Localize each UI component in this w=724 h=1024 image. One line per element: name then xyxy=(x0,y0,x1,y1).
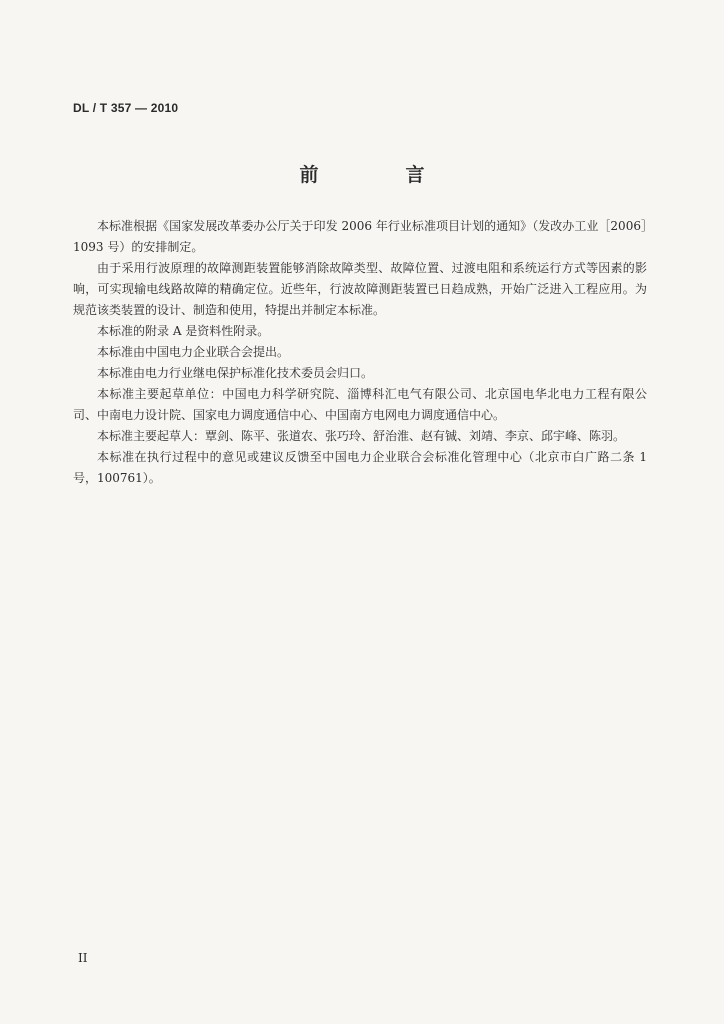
paragraph-purpose: 由于采用行波原理的故障测距装置能够消除故障类型、故障位置、过渡电阻和系统运行方式等因素的影响，可实现输电线路故障的精确定位。近些年，行波故障测距装置已日趋成熟，开始广泛进入工程应用。为规范该类装置的设计、制造和使用，特提出并制定本标准。 xyxy=(73,261,647,317)
page-number: II xyxy=(78,951,88,965)
paragraph-drafting-units: 本标准主要起草单位：中国电力科学研究院、淄博科汇电气有限公司、北京国电华北电力工程有限公司、中南电力设计院、国家电力调度通信中心、中国南方电网电力调度通信中心。 xyxy=(73,387,647,422)
paragraph-basis: 本标准根据《国家发展改革委办公厅关于印发 2006 年行业标准项目计划的通知》（发改办工业［2006］1093 号）的安排制定。 xyxy=(73,219,647,254)
paragraph-responsible: 本标准由电力行业继电保护标准化技术委员会归口。 xyxy=(97,366,374,380)
paragraph-drafters: 本标准主要起草人：覃剑、陈平、张道农、张巧玲、舒治淮、赵有铖、刘靖、李京、邱宇峰、陈羽。 xyxy=(97,429,626,443)
standard-code: DL / T 357 — 2010 xyxy=(73,101,179,115)
paragraph-appendix: 本标准的附录 A 是资料性附录。 xyxy=(97,324,270,338)
paragraph-feedback: 本标准在执行过程中的意见或建议反馈至中国电力企业联合会标准化管理中心（北京市白广路二条 1 号，100761）。 xyxy=(73,450,647,485)
foreword-body xyxy=(73,216,647,489)
page-title: 前 言 xyxy=(299,164,459,186)
paragraph-proposer: 本标准由中国电力企业联合会提出。 xyxy=(97,345,290,359)
